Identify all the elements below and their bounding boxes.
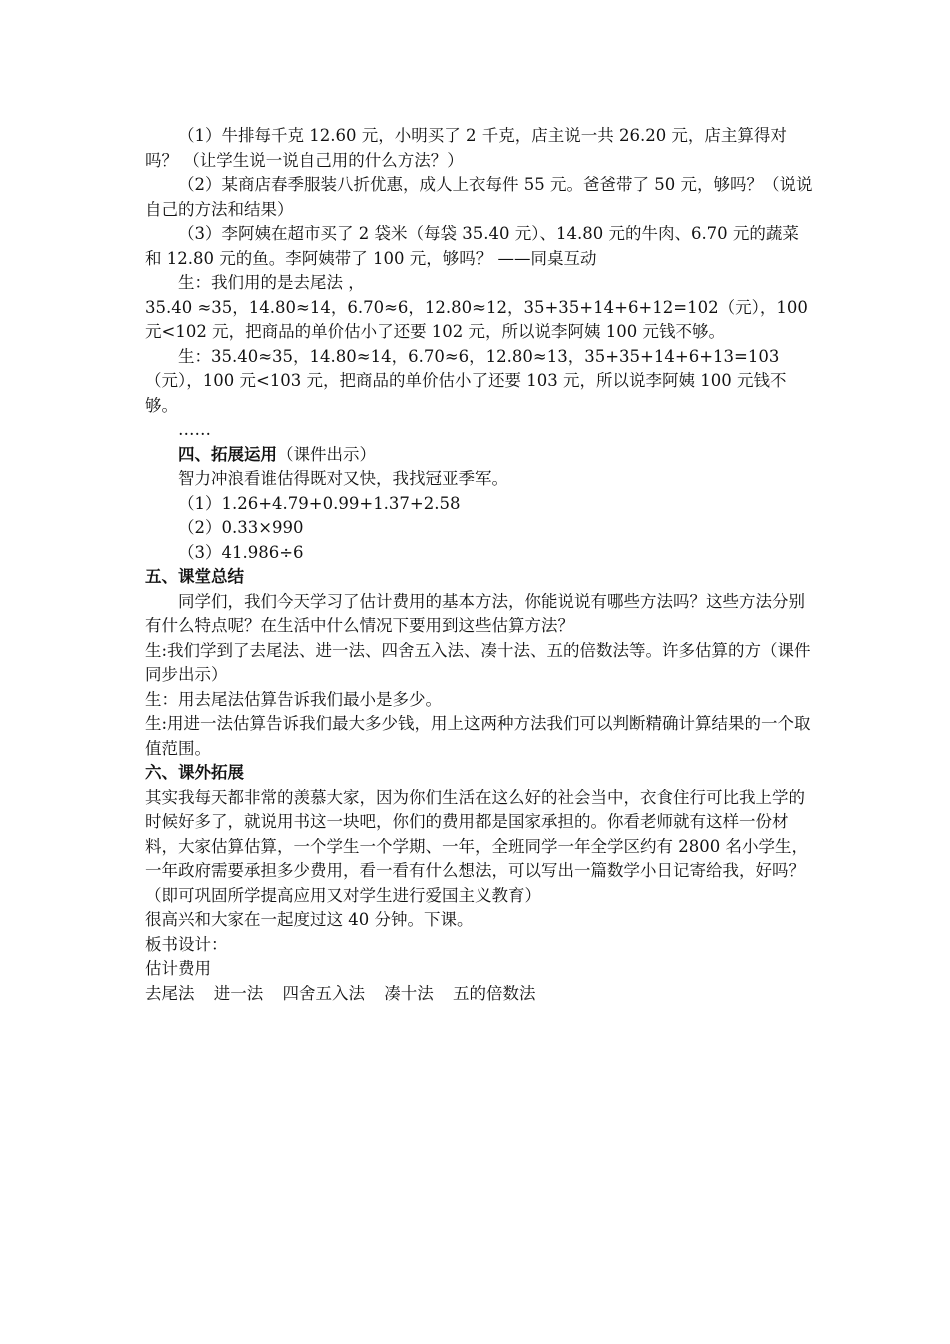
summary-answer-2: 生：用去尾法估算告诉我们最小是多少。 <box>145 689 442 709</box>
section-4-heading <box>145 443 813 468</box>
challenge-question-3: （3）41.986÷6 <box>178 542 304 562</box>
problem-1: （1）牛排每千克 12.60 元，小明买了 2 千克，店主说一共 26.20 元，店主算得对吗？ （让学生说一说自己用的什么方法？） <box>145 126 787 170</box>
closing-line: 很高兴和大家在一起度过这 40 分钟。下课。 <box>145 910 474 929</box>
student-answer-2: 生：35.40≈35，14.80≈14，6.70≈6，12.80≈13，35+35+14+6+13=103（元），100 元<103 元，把商品的单价估小了还要 103 元，所以说李阿姨 100 元钱不够。 <box>145 346 787 415</box>
board-methods: 去尾法 进一法 四舍五入法 凑十法 五的倍数法 <box>145 983 536 1003</box>
section-4-note: （课件出示） <box>277 444 376 464</box>
ellipsis: …… <box>178 420 211 439</box>
extension-paragraph: 其实我每天都非常的羡慕大家，因为你们生活在这么好的社会当中，衣食住行可比我上学的时候好多了，就说用书这一块吧，你们的费用都是国家承担的。你看老师就有这样一份材料，大家估算估算，一个学生一个学期、一年，全班同学一年全学区约有 2800 名小学生，一年政府需要承担多少费用，看一看有什么想法，可以写出一篇数学小日记寄给我，好吗？（即可巩固所学提高应用又对学生进行爱国主义教育） <box>145 787 808 905</box>
summary-answer-3: 生:用进一法估算告诉我们最大多少钱，用上这两种方法我们可以判断精确计算结果的一个取值范围。 <box>145 714 811 758</box>
challenge-question-1: （1）1.26+4.79+0.99+1.37+2.58 <box>178 493 461 513</box>
student-answer-1: 35.40 ≈35，14.80≈14，6.70≈6，12.80≈12，35+35+14+6+12=102（元），100 元<102 元，把商品的单价估小了还要 102 元，所以说李阿姨 100 元钱不够。 <box>145 297 808 341</box>
student-answer-intro: 生：我们用的是去尾法 ， <box>178 273 365 292</box>
board-design-label: 板书设计： <box>145 934 228 954</box>
section-6-title: 六、课外拓展 <box>145 763 244 782</box>
board-title: 估计费用 <box>145 959 211 978</box>
challenge-intro: 智力冲浪看谁估得既对又快，我找冠亚季军。 <box>178 469 508 488</box>
summary-question: 同学们，我们今天学习了估计费用的基本方法，你能说说有哪些方法吗？这些方法分别有什么特点呢？在生活中什么情况下要用到这些估算方法？ <box>145 591 805 635</box>
challenge-question-2: （2）0.33×990 <box>178 518 304 537</box>
problem-2: （2）某商店春季服装八折优惠，成人上衣每件 55 元。爸爸带了 50 元，够吗？（说说自己的方法和结果） <box>145 175 813 219</box>
section-4-title: 四、拓展运用 <box>178 444 277 464</box>
summary-answer-1: 生:我们学到了去尾法、进一法、四舍五入法、凑十法、五的倍数法等。许多估算的方（课件同步出示） <box>145 640 811 684</box>
document-body <box>145 124 813 1006</box>
section-5-title: 五、课堂总结 <box>145 567 244 586</box>
problem-3: （3）李阿姨在超市买了 2 袋米（每袋 35.40 元）、14.80 元的牛肉、6.70 元的蔬菜和 12.80 元的鱼。李阿姨带了 100 元，够吗？ ——同桌互动 <box>145 224 799 268</box>
